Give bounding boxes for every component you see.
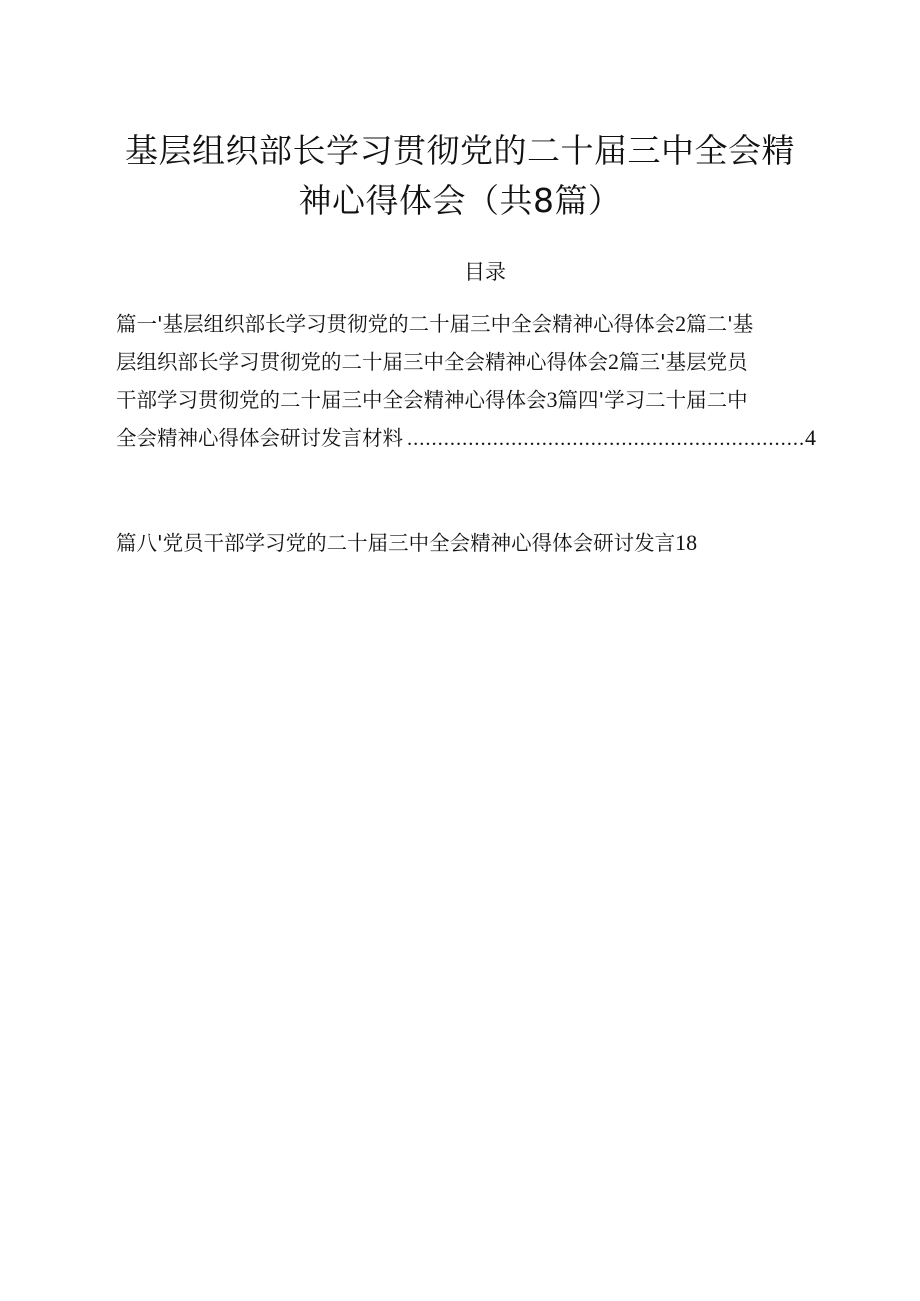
table-of-contents <box>116 305 836 458</box>
toc-line <box>116 381 836 419</box>
document-title <box>0 126 920 226</box>
toc-entry-text: 层组织部长学习贯彻党的二十届三中全会精神心得体会 <box>116 350 608 374</box>
toc-page-number: 4 <box>805 425 816 450</box>
toc-entry-text: 干部学习贯彻党的二十届三中全会精神心得体会 <box>116 388 547 412</box>
toc-entry-text: 篇三'基层党员 <box>619 350 748 374</box>
toc-line <box>116 305 836 343</box>
toc-line <box>116 343 836 381</box>
toc-extra-entry <box>116 524 697 562</box>
toc-entry-text: 篇八'党员干部学习党的二十届三中全会精神心得体会研讨发言 <box>116 531 676 555</box>
toc-entry-text: 全会精神心得体会研讨发言材料 <box>116 426 403 450</box>
toc-page-number: 2 <box>608 349 619 374</box>
title-line-1: 基层组织部长学习贯彻党的二十届三中全会精 <box>125 131 795 170</box>
toc-entry-text: 篇一'基层组织部长学习贯彻党的二十届三中全会精神心得体会 <box>116 312 676 336</box>
toc-dot-leader <box>407 421 803 458</box>
toc-entry-text: 篇二'基 <box>686 312 754 336</box>
toc-page-number: 18 <box>675 530 698 555</box>
toc-entry-text: 篇四'学习二十届二中 <box>557 388 748 412</box>
toc-line <box>116 419 816 458</box>
title-line-2: 神心得体会（共8篇） <box>298 181 622 220</box>
toc-heading: 目录 <box>464 260 506 284</box>
toc-page-number: 3 <box>546 387 558 412</box>
toc-page-number: 2 <box>675 311 687 336</box>
